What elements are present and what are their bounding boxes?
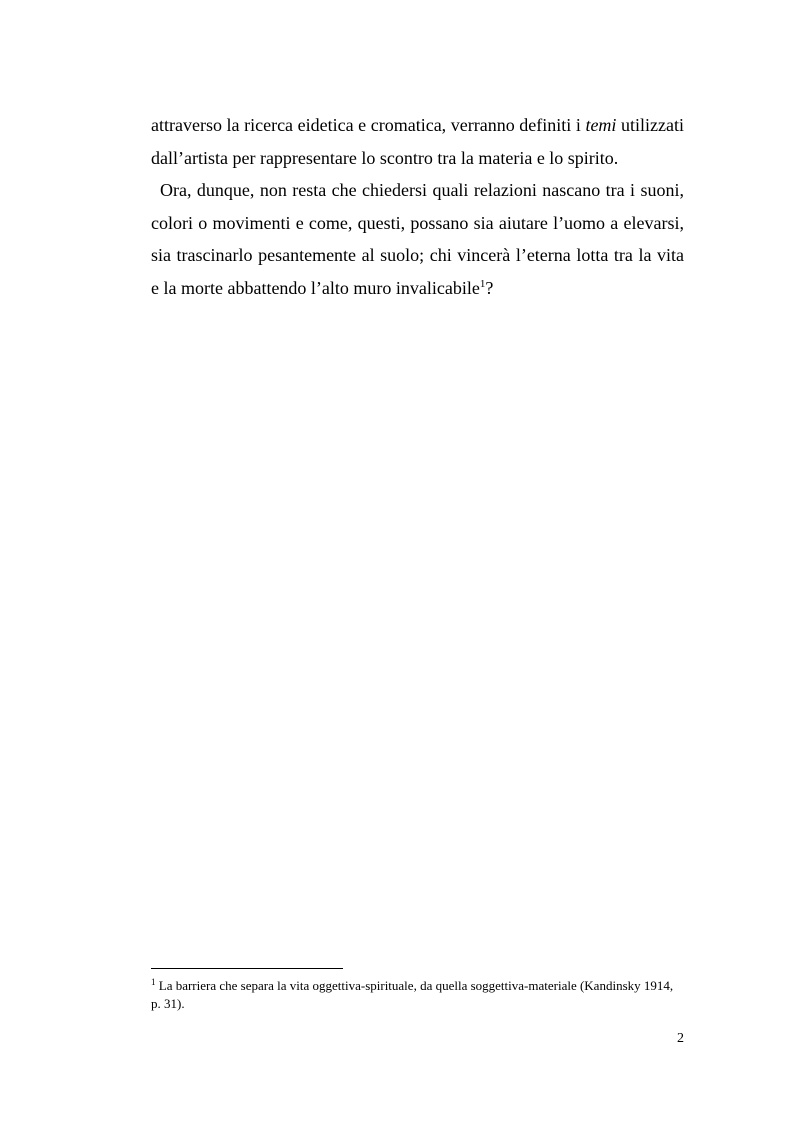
paragraph-1-text: attraverso la ricerca eidetica e cromatica, verranno definiti i bbox=[151, 115, 586, 135]
page-number: 2 bbox=[677, 1031, 684, 1046]
paragraph-1-text-end: utilizzati dall’artista per rappresentare lo scontro tra la materia e lo spirito. bbox=[151, 115, 684, 168]
footnote bbox=[151, 977, 686, 1013]
footnote-reference[interactable]: 1 bbox=[479, 277, 486, 290]
footnote-separator bbox=[151, 968, 343, 969]
paragraph-2-ending: ? bbox=[485, 277, 494, 298]
main-text bbox=[151, 109, 684, 304]
paragraph-1 bbox=[151, 109, 684, 174]
footnote-marker: 1 bbox=[151, 977, 156, 987]
paragraph-2-text: Ora, dunque, non resta che chiedersi quali relazioni nascano tra i suoni, colori o movimenti e come, questi, possano sia aiutare l’uomo a elevarsi, sia trascinarlo pesantemente al suolo; chi vincerà l’eterna lotta tra la vita e la morte abbattendo l’alto muro invalicabile bbox=[151, 180, 684, 298]
paragraph-2 bbox=[151, 174, 684, 304]
paragraph-1-italic-word: temi bbox=[585, 115, 617, 135]
footnote-text: La barriera che separa la vita oggettiva-spirituale, da quella soggettiva-materiale (Kandinsky 1914, p. 31). bbox=[151, 978, 674, 1011]
